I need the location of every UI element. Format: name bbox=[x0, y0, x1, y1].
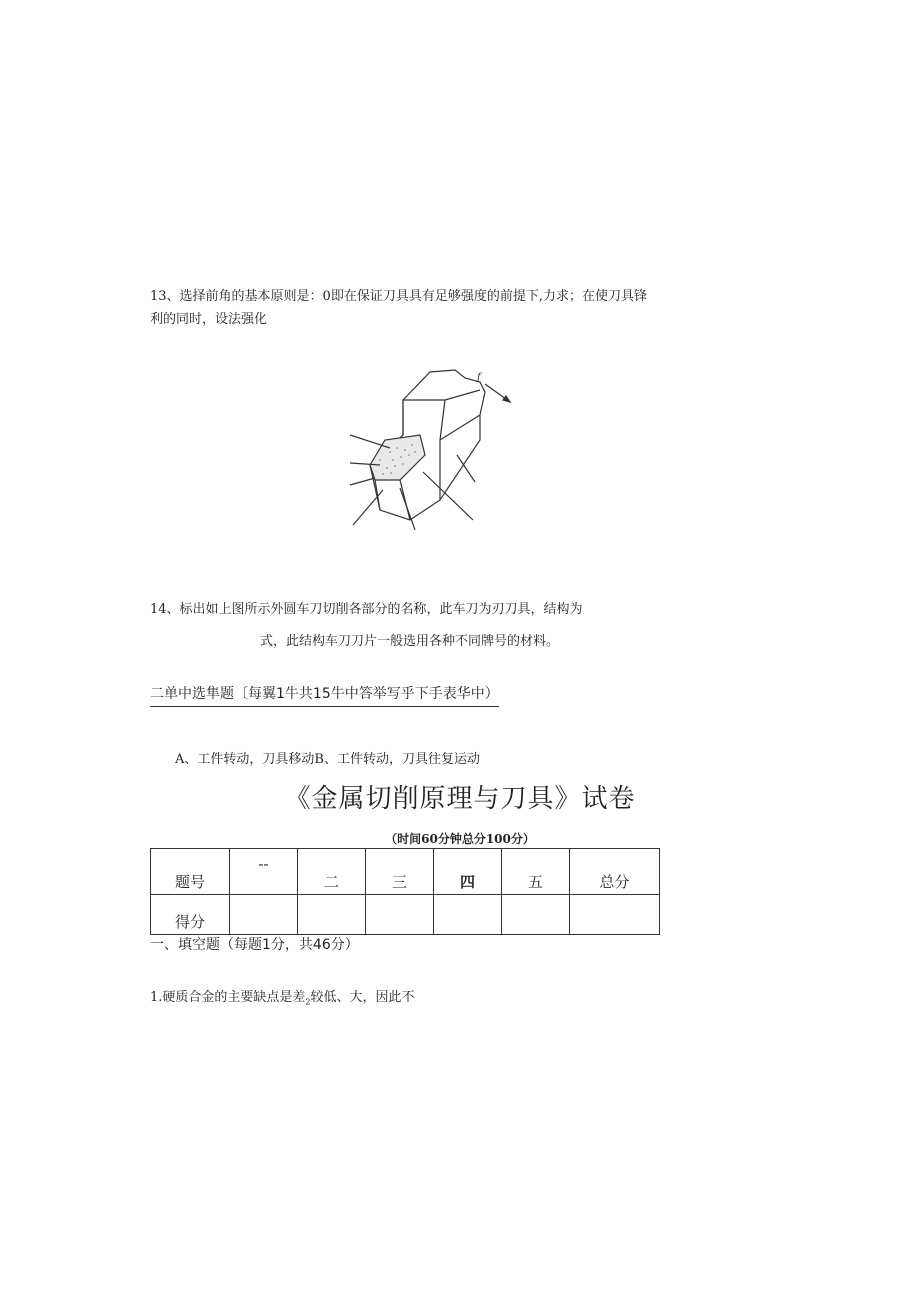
question-1-subscript: 2 bbox=[305, 997, 311, 1007]
score-table bbox=[150, 848, 660, 935]
header-cell: 三 bbox=[366, 849, 434, 895]
turning-tool-figure bbox=[345, 360, 525, 530]
question-1-prefix: 1.硬质合金的主要缺点是差 bbox=[150, 990, 306, 1005]
score-row-label: 得分 bbox=[151, 895, 230, 935]
header-cell: -- bbox=[230, 849, 298, 895]
feed-label: f bbox=[477, 372, 481, 383]
exam-title: 《金属切削原理与刀具》试卷 bbox=[284, 784, 636, 814]
header-cell: 四 bbox=[434, 849, 502, 895]
question-13 bbox=[150, 285, 730, 331]
header-cell: 二 bbox=[298, 849, 366, 895]
question-1-suffix: 较低、大，因此不 bbox=[310, 990, 415, 1005]
header-cell: 五 bbox=[502, 849, 570, 895]
score-cell[interactable] bbox=[502, 895, 570, 935]
question-13-line2: 利的同时，设法强化 bbox=[150, 312, 268, 327]
score-cell[interactable] bbox=[230, 895, 298, 935]
score-cell[interactable] bbox=[366, 895, 434, 935]
section-2-heading: 二单中选隼题〔每翼1牛共15牛中答举写乎下手表华中） bbox=[150, 683, 499, 707]
score-cell[interactable] bbox=[298, 895, 366, 935]
option-a: A、工件转动，刀具移动B、工件转动，刀具往复运动 bbox=[175, 752, 480, 767]
question-1 bbox=[150, 986, 415, 1007]
header-cell: 题号 bbox=[151, 849, 230, 895]
question-13-line1: 13、选择前角的基本原则是：0即在保证刀具具有足够强度的前提下,力求；在使刀具锋 bbox=[150, 289, 647, 304]
header-cell: 总分 bbox=[570, 849, 660, 895]
section-1-heading: 一、填空题（每题1分，共46分） bbox=[150, 937, 359, 953]
exam-subtitle: （时间60分钟总分100分） bbox=[385, 832, 535, 846]
score-cell[interactable] bbox=[570, 895, 660, 935]
question-14-line2: 式，此结构车刀刀片一般选用各种不同牌号的材料。 bbox=[260, 634, 560, 649]
question-14-line1: 14、标出如上图所示外圆车刀切削各部分的名称，此车刀为刃刀具，结构为 bbox=[150, 602, 583, 617]
score-cell[interactable] bbox=[434, 895, 502, 935]
score-table-header-row bbox=[151, 849, 660, 895]
score-table-score-row bbox=[151, 895, 660, 935]
